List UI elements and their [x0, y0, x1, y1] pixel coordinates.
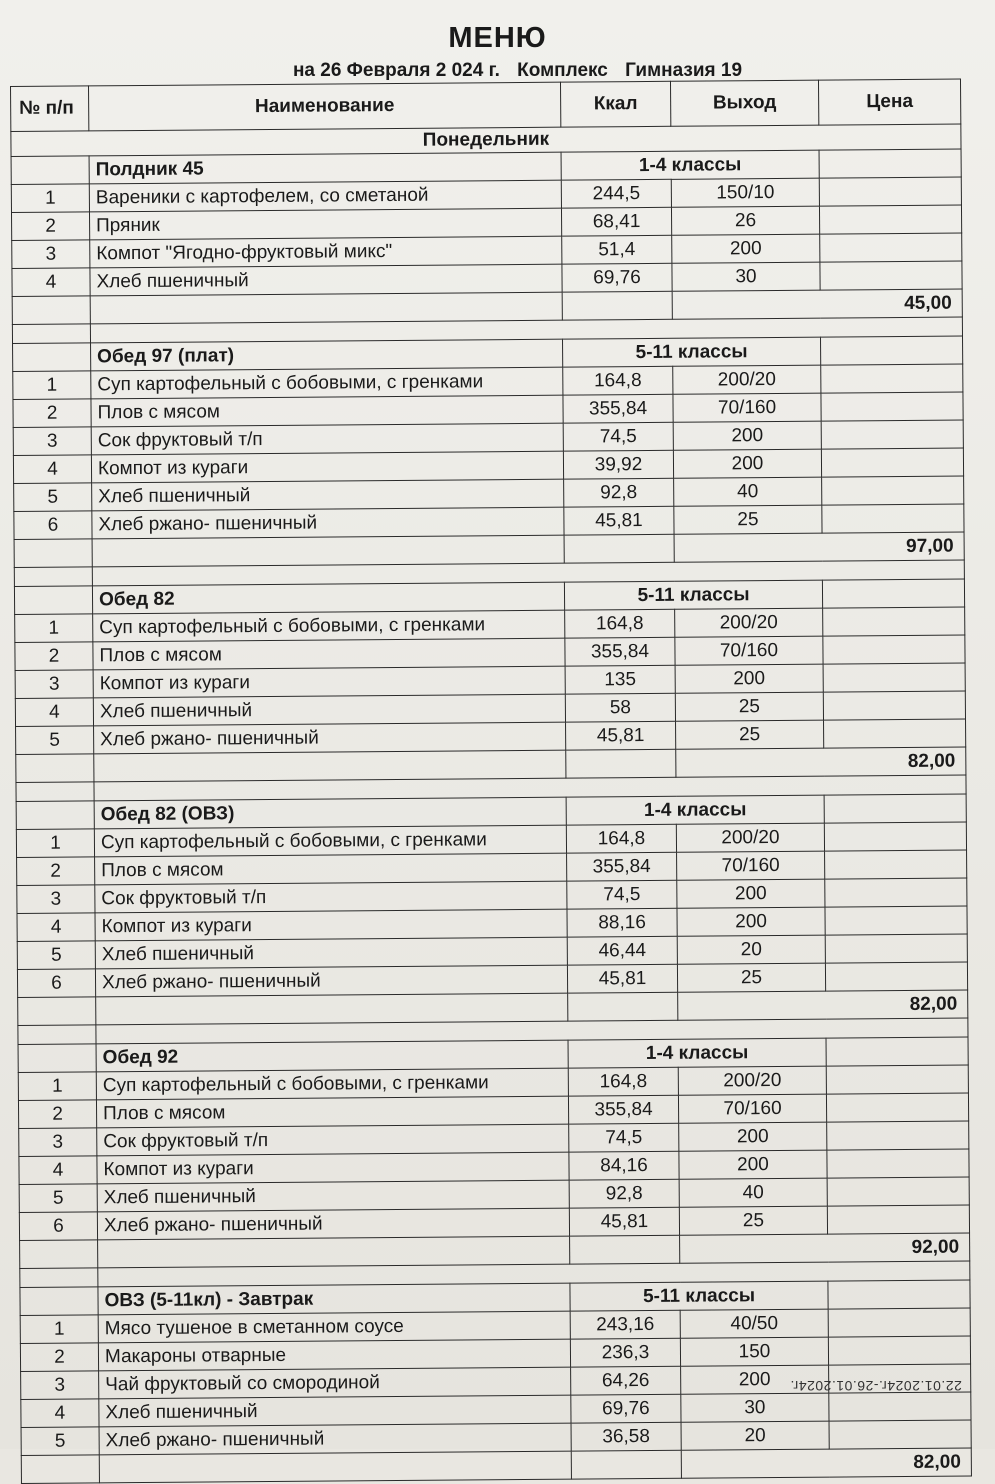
item-kcal: 74,5 [567, 880, 677, 909]
section-grade: 1-4 классы [568, 1038, 826, 1068]
item-name: Компот из кураги [97, 1152, 569, 1184]
spacer-num [16, 782, 94, 802]
complex-label: Комплекс [517, 60, 608, 81]
item-yield: 200 [681, 1365, 829, 1394]
item-price-empty [825, 934, 967, 963]
item-yield: 40/50 [680, 1309, 828, 1338]
total-num-empty [21, 1455, 99, 1484]
item-number: 6 [17, 969, 95, 998]
section-title: Полдник 45 [89, 152, 561, 184]
item-yield: 150 [680, 1337, 828, 1366]
item-number: 6 [14, 511, 92, 540]
total-num-empty [20, 1240, 98, 1269]
item-kcal: 45,81 [564, 506, 674, 535]
item-number: 4 [12, 268, 90, 297]
item-number: 5 [16, 726, 94, 755]
item-name: Мясо тушеное в сметанном соусе [98, 1311, 570, 1343]
item-number: 2 [20, 1343, 98, 1372]
item-number: 2 [15, 642, 93, 671]
item-yield: 70/160 [673, 393, 821, 422]
item-kcal: 64,26 [571, 1366, 681, 1395]
section-grade: 5-11 классы [564, 580, 822, 610]
menu-table [10, 79, 972, 1484]
header-name: Наименование [89, 82, 561, 131]
item-yield: 200 [679, 1122, 827, 1151]
item-kcal: 69,76 [571, 1394, 681, 1423]
item-price-empty [819, 205, 961, 234]
item-name: Плов с мясом [93, 638, 565, 670]
item-number: 1 [20, 1315, 98, 1344]
item-name: Хлеб пшеничный [92, 479, 564, 511]
section-price-empty [822, 579, 964, 608]
day-label: Понедельник [11, 124, 961, 156]
item-kcal: 45,81 [566, 721, 676, 750]
section-price-empty [826, 1037, 968, 1066]
item-yield: 20 [681, 1421, 829, 1450]
item-number: 3 [21, 1371, 99, 1400]
item-number: 5 [19, 1184, 97, 1213]
item-name: Суп картофельный с бобовыми, с гренками [91, 367, 563, 399]
item-price-empty [828, 1308, 970, 1337]
total-num-empty [12, 296, 90, 325]
item-price-empty [821, 364, 963, 393]
item-name: Хлеб пшеничный [90, 264, 562, 296]
item-name: Компот из кураги [91, 451, 563, 483]
item-kcal: 39,92 [563, 450, 673, 479]
item-kcal: 88,16 [567, 908, 677, 937]
item-name: Хлеб пшеничный [93, 694, 565, 726]
item-price-empty [827, 1121, 969, 1150]
item-kcal: 355,84 [568, 1095, 678, 1124]
section-price-empty [820, 336, 962, 365]
item-yield: 200/20 [673, 365, 821, 394]
item-number: 1 [18, 1072, 96, 1101]
item-price-empty [824, 822, 966, 851]
spacer-num [18, 1025, 96, 1045]
item-price-empty [821, 392, 963, 421]
item-name: Хлеб пшеничный [95, 937, 567, 969]
item-price-empty [822, 476, 964, 505]
section-total-price: 97,00 [674, 532, 964, 562]
section-title: Обед 97 (плат) [91, 339, 563, 371]
total-num-empty [14, 539, 92, 568]
section-total-price: 82,00 [676, 747, 966, 777]
item-number: 3 [15, 670, 93, 699]
section-total-price: 45,00 [672, 289, 962, 319]
section-price-empty [819, 149, 961, 178]
item-number: 4 [13, 455, 91, 484]
item-kcal: 45,81 [569, 1207, 679, 1236]
item-name: Суп картофельный с бобовыми, с гренками [93, 610, 565, 642]
total-name-empty [99, 1451, 571, 1483]
item-price-empty [822, 504, 964, 533]
date-stamp: 22.01.2024г.-26.01.2024г. [790, 1378, 962, 1394]
item-price-empty [823, 663, 965, 692]
item-yield: 70/160 [677, 851, 825, 880]
item-kcal: 69,76 [562, 263, 672, 292]
item-kcal: 135 [565, 665, 675, 694]
item-number: 5 [17, 941, 95, 970]
item-yield: 25 [674, 505, 822, 534]
item-price-empty [828, 1336, 970, 1365]
item-yield: 26 [671, 206, 819, 235]
item-yield: 25 [676, 720, 824, 749]
section-title: Обед 82 [92, 582, 564, 614]
item-name: Хлеб ржано- пшеничный [97, 1208, 569, 1240]
item-price-empty [825, 962, 967, 991]
section-num-empty [20, 1287, 98, 1316]
item-yield: 40 [679, 1178, 827, 1207]
item-yield: 70/160 [675, 636, 823, 665]
section-title: ОВЗ (5-11кл) - Завтрак [98, 1283, 570, 1315]
spacer-num [20, 1268, 98, 1288]
item-yield: 25 [679, 1206, 827, 1235]
item-number: 1 [16, 829, 94, 858]
item-price-empty [825, 878, 967, 907]
spacer-num [14, 567, 92, 587]
total-kcal-empty [564, 534, 674, 563]
item-name: Суп картофельный с бобовыми, с гренками [94, 825, 566, 857]
item-price-empty [826, 1093, 968, 1122]
spacer-num [12, 324, 90, 344]
item-name: Сок фруктовый т/п [97, 1124, 569, 1156]
item-yield: 200 [673, 421, 821, 450]
item-yield: 25 [675, 692, 823, 721]
item-name: Суп картофельный с бобовыми, с гренками [96, 1068, 568, 1100]
item-number: 2 [11, 212, 89, 241]
item-price-empty [829, 1420, 971, 1449]
header-price: Цена [818, 79, 960, 125]
header-num: № п/п [11, 86, 89, 132]
item-kcal: 355,84 [565, 637, 675, 666]
item-name: Хлеб ржано- пшеничный [92, 507, 564, 539]
item-kcal: 355,84 [567, 852, 677, 881]
item-kcal: 164,8 [568, 1067, 678, 1096]
total-name-empty [90, 292, 562, 324]
item-name: Вареники с картофелем, со сметаной [89, 180, 561, 212]
total-name-empty [92, 535, 564, 567]
section-grade: 1-4 классы [561, 150, 819, 180]
item-price-empty [826, 1065, 968, 1094]
item-price-empty [821, 448, 963, 477]
section-total-price: 82,00 [681, 1448, 971, 1478]
item-price-empty [821, 420, 963, 449]
item-name: Хлеб ржано- пшеничный [99, 1423, 571, 1455]
item-yield: 25 [677, 963, 825, 992]
section-grade: 5-11 классы [570, 1281, 828, 1311]
section-price-empty [824, 794, 966, 823]
item-number: 2 [13, 399, 91, 428]
item-kcal: 45,81 [567, 964, 677, 993]
item-number: 5 [14, 483, 92, 512]
item-yield: 200 [679, 1150, 827, 1179]
item-price-empty [825, 850, 967, 879]
item-kcal: 164,8 [566, 824, 676, 853]
header-kcal: Ккал [560, 81, 670, 127]
total-num-empty [16, 754, 94, 783]
item-kcal: 243,16 [570, 1310, 680, 1339]
item-name: Сок фруктовый т/п [91, 423, 563, 455]
item-number: 2 [17, 857, 95, 886]
item-yield: 200 [672, 234, 820, 263]
item-kcal: 164,8 [563, 366, 673, 395]
item-number: 4 [21, 1399, 99, 1428]
item-number: 3 [13, 427, 91, 456]
item-kcal: 36,58 [571, 1422, 681, 1451]
item-kcal: 236,3 [570, 1338, 680, 1367]
total-name-empty [96, 993, 568, 1025]
item-name: Хлеб ржано- пшеничный [95, 965, 567, 997]
item-name: Компот из кураги [95, 909, 567, 941]
item-price-empty [827, 1149, 969, 1178]
item-number: 1 [15, 614, 93, 643]
item-price-empty [829, 1392, 971, 1421]
item-number: 1 [11, 184, 89, 213]
item-yield: 40 [674, 477, 822, 506]
item-price-empty [823, 691, 965, 720]
item-name: Плов с мясом [91, 395, 563, 427]
total-name-empty [94, 750, 566, 782]
school-name: Гимназия 19 [625, 60, 743, 81]
item-number: 4 [17, 913, 95, 942]
item-kcal: 92,8 [564, 478, 674, 507]
item-yield: 30 [681, 1393, 829, 1422]
item-yield: 70/160 [678, 1094, 826, 1123]
item-kcal: 46,44 [567, 936, 677, 965]
item-number: 1 [13, 371, 91, 400]
total-name-empty [98, 1236, 570, 1268]
item-price-empty [823, 607, 965, 636]
item-price-empty [823, 635, 965, 664]
item-kcal: 68,41 [561, 207, 671, 236]
section-num-empty [16, 801, 94, 830]
item-yield: 200 [675, 664, 823, 693]
total-kcal-empty [566, 749, 676, 778]
section-num-empty [14, 586, 92, 615]
item-kcal: 244,5 [561, 179, 671, 208]
item-number: 4 [19, 1156, 97, 1185]
item-yield: 200 [673, 449, 821, 478]
section-title: Обед 82 (ОВЗ) [94, 797, 566, 829]
page-title: МЕНЮ [448, 22, 547, 54]
item-kcal: 58 [565, 693, 675, 722]
item-name: Хлеб ржано- пшеничный [94, 722, 566, 754]
item-yield: 20 [677, 935, 825, 964]
item-price-empty [824, 719, 966, 748]
item-name: Компот "Ягодно-фруктовый микс" [90, 236, 562, 268]
item-yield: 200/20 [675, 608, 823, 637]
item-kcal: 355,84 [563, 394, 673, 423]
total-num-empty [18, 997, 96, 1026]
total-kcal-empty [571, 1450, 681, 1479]
menu-date: на 26 Февраля 2 024 г. [292, 60, 500, 81]
item-kcal: 51,4 [562, 235, 672, 264]
item-yield: 200 [677, 879, 825, 908]
item-yield: 200/20 [678, 1066, 826, 1095]
item-yield: 150/10 [671, 178, 819, 207]
item-name: Макароны отварные [98, 1339, 570, 1371]
item-price-empty [827, 1205, 969, 1234]
item-name: Пряник [89, 208, 561, 240]
item-yield: 30 [672, 262, 820, 291]
item-yield: 200 [677, 907, 825, 936]
item-name: Плов с мясом [96, 1096, 568, 1128]
item-number: 6 [19, 1212, 97, 1241]
item-price-empty [825, 906, 967, 935]
item-kcal: 74,5 [563, 422, 673, 451]
item-kcal: 84,16 [569, 1151, 679, 1180]
section-num-empty [18, 1044, 96, 1073]
item-number: 3 [12, 240, 90, 269]
item-kcal: 74,5 [569, 1123, 679, 1152]
section-total-price: 92,00 [680, 1233, 970, 1263]
item-number: 3 [19, 1128, 97, 1157]
item-name: Хлеб пшеничный [99, 1395, 571, 1427]
item-name: Плов с мясом [95, 853, 567, 885]
item-number: 3 [17, 885, 95, 914]
item-name: Компот из кураги [93, 666, 565, 698]
item-kcal: 92,8 [569, 1179, 679, 1208]
section-price-empty [828, 1280, 970, 1309]
item-number: 5 [21, 1427, 99, 1456]
item-name: Сок фруктовый т/п [95, 881, 567, 913]
section-total-price: 82,00 [678, 990, 968, 1020]
item-yield: 200/20 [676, 823, 824, 852]
item-kcal: 164,8 [565, 609, 675, 638]
item-name: Чай фруктовый со смородиной [99, 1367, 571, 1399]
section-num-empty [13, 343, 91, 372]
total-kcal-empty [562, 291, 672, 320]
item-name: Хлеб пшеничный [97, 1180, 569, 1212]
total-kcal-empty [568, 992, 678, 1021]
header-yield: Выход [670, 80, 818, 126]
item-number: 4 [15, 698, 93, 727]
item-price-empty [827, 1177, 969, 1206]
section-grade: 1-4 классы [566, 795, 824, 825]
section-num-empty [11, 156, 89, 185]
item-price-empty [819, 177, 961, 206]
item-price-empty [820, 233, 962, 262]
total-kcal-empty [570, 1235, 680, 1264]
item-number: 2 [18, 1100, 96, 1129]
table-header-row [11, 79, 961, 131]
section-grade: 5-11 классы [563, 337, 821, 367]
item-price-empty [820, 261, 962, 290]
section-title: Обед 92 [96, 1040, 568, 1072]
